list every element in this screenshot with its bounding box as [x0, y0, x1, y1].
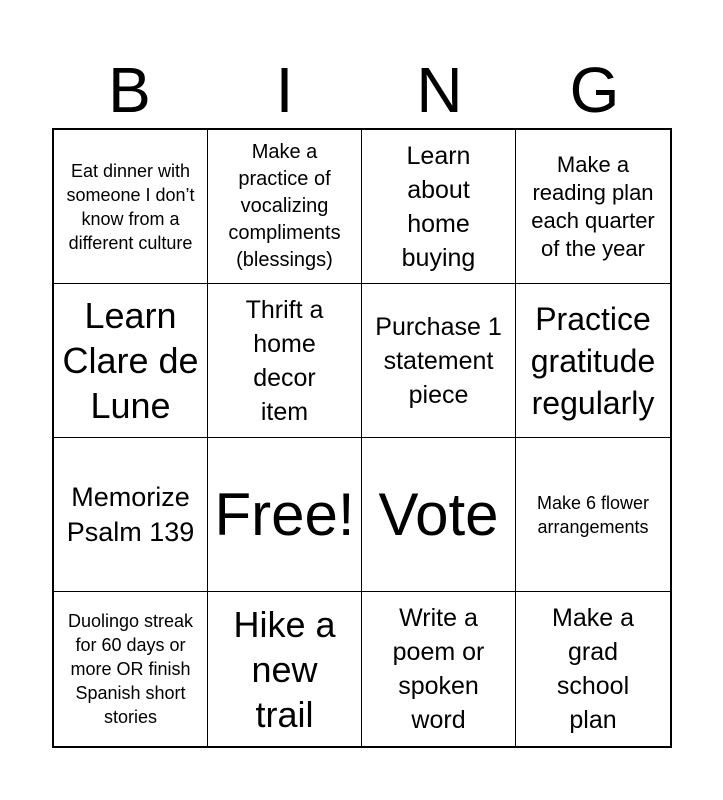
bingo-cell-text: Learn about home buying	[401, 141, 476, 272]
bingo-cell-text: Eat dinner with someone I don’t know from a different culture	[66, 160, 195, 253]
header-letter-i: I	[275, 54, 294, 126]
bingo-cell-text: Hike a new trail	[233, 603, 336, 735]
bingo-cell	[208, 592, 362, 746]
bingo-cell	[54, 130, 208, 284]
bingo-cell	[54, 438, 208, 592]
bingo-cell-text: Learn Clare de Lune	[62, 295, 199, 426]
bingo-cell	[362, 438, 516, 592]
header-letter-b: B	[108, 54, 151, 126]
bingo-cell-text: Duolingo streak for 60 days or more OR finish Spanish short stories	[67, 611, 194, 727]
header-letter-n: N	[416, 54, 463, 126]
bingo-cell	[516, 592, 670, 746]
bingo-cell	[362, 592, 516, 746]
bingo-cell	[54, 284, 208, 438]
bingo-header	[52, 52, 672, 128]
bingo-cell-text: Make 6 flower arrangements	[536, 492, 650, 537]
bingo-board	[52, 128, 672, 748]
free-space-text: Free!	[214, 480, 355, 548]
bingo-cell-text: Memorize Psalm 139	[66, 481, 195, 547]
bingo-cell-text: Make a practice of vocalizing compliments (blessings)	[228, 141, 341, 271]
bingo-cell-text: Make a grad school plan	[552, 604, 634, 734]
bingo-cell	[516, 438, 670, 592]
bingo-cell	[362, 130, 516, 284]
header-letter-g: G	[569, 54, 620, 126]
bingo-cell-text: Make a reading plan each quarter of the year	[531, 151, 655, 261]
bingo-cell-text: Thrift a home decor item	[245, 295, 324, 426]
bingo-cell	[516, 284, 670, 438]
bingo-cell	[362, 284, 516, 438]
bingo-cell-text: Practice gratitude regularly	[530, 300, 656, 421]
free-space-cell	[208, 438, 362, 592]
bingo-cell	[54, 592, 208, 746]
bingo-cell-text: Purchase 1 statement piece	[375, 312, 502, 409]
bingo-cell	[208, 284, 362, 438]
bingo-cell-text: Write a poem or spoken word	[392, 604, 485, 734]
bingo-cell-text: Vote	[378, 480, 499, 548]
bingo-cell	[208, 130, 362, 284]
bingo-cell	[516, 130, 670, 284]
